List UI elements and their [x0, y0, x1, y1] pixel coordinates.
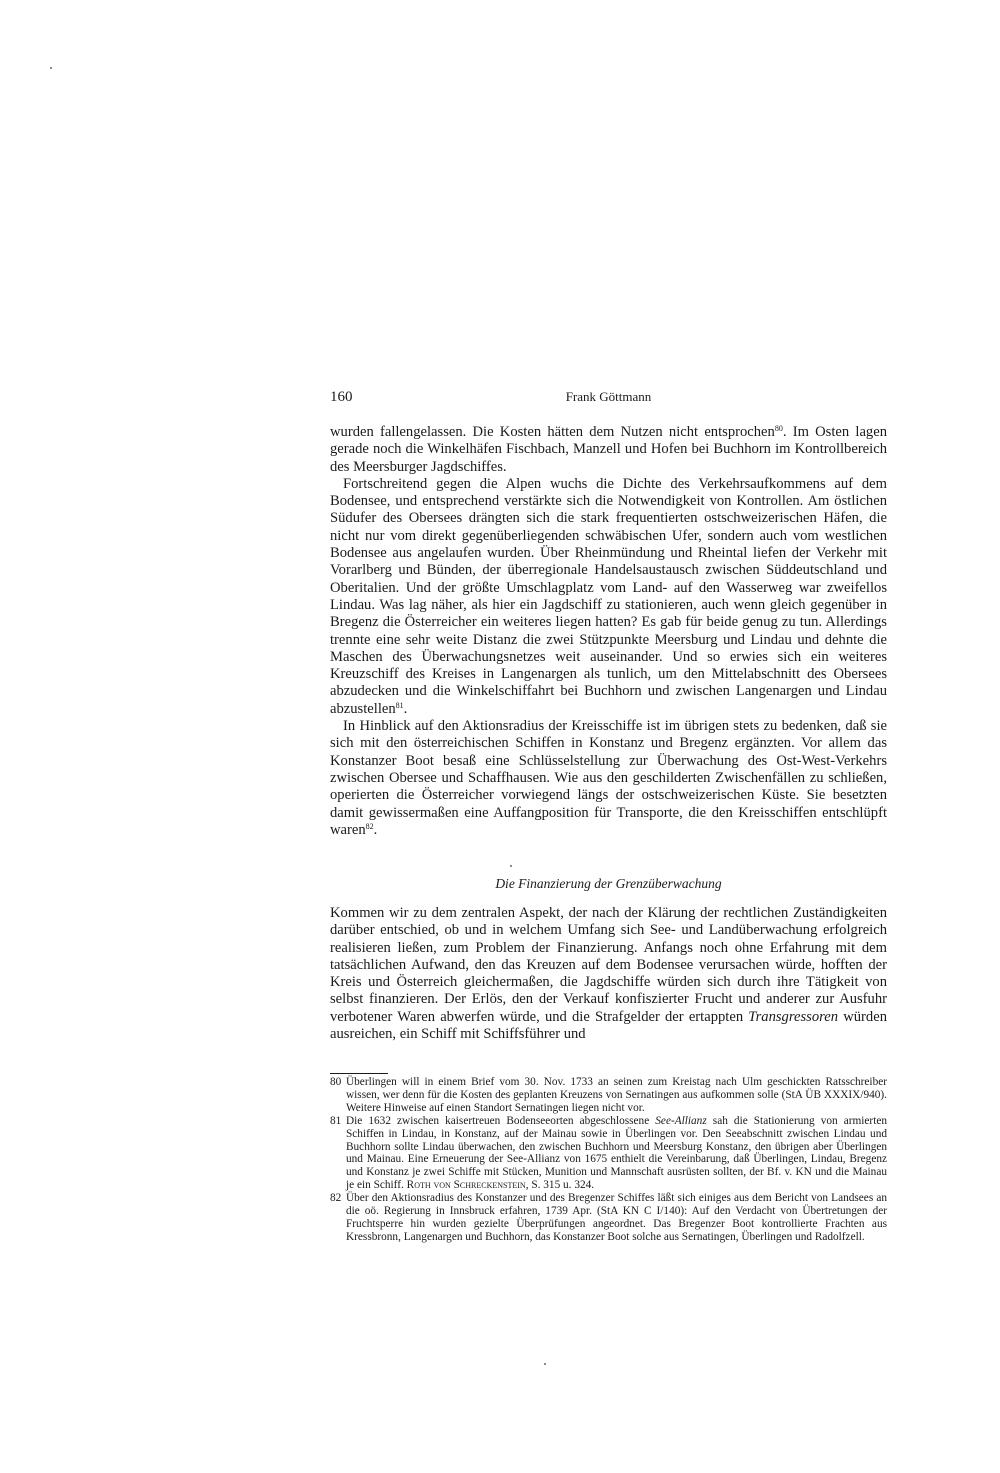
footnote-number: 81 — [330, 1114, 342, 1127]
scan-speck — [510, 865, 512, 867]
italic-term: Transgressoren — [748, 1008, 839, 1025]
scan-speck — [50, 67, 52, 69]
paragraph-tail: . — [403, 700, 408, 717]
footnote-number: 82 — [330, 1192, 342, 1205]
footnote-number: 80 — [330, 1076, 342, 1088]
section-paragraph — [330, 905, 887, 1043]
footnote-text: Über den Aktionsradius des Konstanzer und des Bregenzer Schiffes läßt sich einiges aus dem Bericht von Landsees an die oö. Regierung in Innsbruck erfahren, 1739 Apr. (StA KN C I/140): Auf den Verdacht von Übertretungen der Fruchtsperre hin wurden gezielte Überprüfungen angeordnet. Das Bregenzer Boot kontrollierte Frachten aus Kressbronn, Langenargen und Buchhorn, das Konstanzer Boot solche aus Sernatingen, Überlingen und Radolfzell. — [346, 1192, 887, 1243]
body-text — [330, 424, 887, 839]
footnote-81 — [330, 1115, 887, 1192]
paragraph-text: Fortschreitend gegen die Alpen wuchs die Dichte des Verkehrsaufkommens auf dem Bodensee, und entsprechend verstärkte sich die Notwendigkeit von Kontrollen. Am östlichen Südufer des Obersees drängten sich die stark frequentierten ostschweizerischen Häfen, die nicht nur vom direkt gegenüberliegenden schwäbischen Ufer, sondern auch vom westlichen Bodensee aus angelaufen wurden. Über Rheinmündung und Rheintal liefen der Verkehr mit Vorarlberg und Bünden, der überregionale Handelsaustausch zwischen Süddeutschland und Oberitalien. Und der größte Umschlagplatz vom Land- auf den Wasserweg war zweifellos Lindau. Was lag näher, als hier ein Jagdschiff zu stationieren, auch wenn gleich gegenüber in Bregenz die Österreicher ein weiteres liegen hatten? Es gab für beide genug zu tun. Allerdings trennte eine sehr weite Distanz die zwei Stützpunkte Meersburg und Lindau und dehnte die Maschen des Überwachungsnetzes weit auseinander. Und so erwies sich ein weiteres Kreuzschiff des Kreises in Langenargen als tunlich, um den Mittelabschnitt des Obersees abzudecken und die Winkelschiffahrt bei Buchhorn und zwischen Langenargen und Lindau abzustellen — [330, 475, 887, 717]
footnote-ref: 81 — [395, 700, 404, 710]
section-heading: Die Finanzierung der Grenzüberwachung — [495, 876, 722, 891]
paragraph-text: wurden fallengelassen. Die Kosten hätten dem Nutzen nicht entsprochen — [330, 424, 775, 440]
paragraph-text: Kommen wir zu dem zentralen Aspekt, der nach der Klärung der rechtlichen Zuständigkeiten darüber entschied, ob und in welchem Umfang sich See- und Landüberwachung erfolgreich realisieren ließen, zum Problem der Finanzierung. Anfangs noch ohne Erfahrung mit dem tatsächlichen Aufwand, den das Kreuzen auf dem Bodensee verursachen würde, hofften der Kreis und Österreich gleichermaßen, die Jagdschiffe würden sich durch ihre Tätigkeit von selbst finanzieren. Der Erlös, den der Verkauf konfiszierter Frucht und anderer zur Ausfuhr verbotener Waren abwerfen würde, und die Strafgelder der ertappten — [330, 905, 887, 1025]
page-number: 160 — [330, 389, 353, 405]
footnote-80 — [330, 1076, 887, 1115]
footnote-ref: 82 — [365, 821, 374, 831]
scan-speck — [544, 1363, 546, 1365]
paragraph-tail: würden ausreichen, ein Schiff mit Schiffsführer und — [330, 1008, 887, 1043]
footnote-text: Überlingen will in einem Brief vom 30. Nov. 1733 an seinen zum Kreistag nach Ulm geschickten Ratsschreiber wissen, wer denn für die Kosten des geplanten Kreuzens von Sernatingen aus aufkommen solle (StA ÜB XXXIX/940). Weitere Hinweise auf einen Standort Sernatingen liegen nicht vor. — [346, 1076, 887, 1114]
footnote-82 — [330, 1192, 887, 1244]
page-header — [330, 389, 887, 409]
paragraph-text: In Hinblick auf den Aktionsradius der Kreisschiffe ist im übrigen stets zu bedenken, daß sie sich mit den österreichischen Schiffen in Konstanz und Bregenz ergänzten. Vor allem das Konstanzer Boot besaß eine Schlüsselstellung zur Überwachung des Ost-West-Verkehrs zwischen Obersee und Schaffhausen. Wie aus den geschilderten Zwischenfällen zu schließen, operierten die Österreicher vorwiegend längs der ostschweizerischen Küste. Sie besetzten damit gewissermaßen eine Auffangposition für Transporte, die den Kreisschiffen entschlüpft waren — [330, 718, 887, 838]
footnote-text: , S. 315 u. 324. — [525, 1179, 595, 1192]
paragraph-tail: . Im Osten lagen gerade noch die Winkelhäfen Fischbach, Manzell und Hofen bei Buchhorn im Kontrollbereich des Meersburger Jagdschiffes. — [330, 424, 887, 475]
paragraph — [330, 424, 887, 476]
footnote-divider — [330, 1073, 388, 1074]
paragraph — [330, 476, 887, 718]
footnote-ref: 80 — [774, 424, 783, 433]
italic-term: See-Allianz — [655, 1114, 707, 1127]
paragraph — [330, 718, 887, 839]
footnote-text: sah die Stationierung von armierten Schiffen in Lindau, in Konstanz, auf der Mainau sowie in Überlingen vor. Den Seeabschnitt zwischen Lindau und Buchhorn sollte Lindau überwachen, den zwischen Buchhorn und Meersburg Konstanz, den übrigen aber Überlingen und Mainau. Eine Erneuerung der See-Allianz von 1675 enthielt die Vereinbarung, daß Überlingen, Lindau, Bregenz und Konstanz je zwei Schiffe mit Stücken, Munition und Mannschaft ausrüsten sollten, der Bf. v. KN und die Mainau je ein Schiff. — [346, 1114, 887, 1192]
author-name: Roth von Schreckenstein — [406, 1179, 526, 1192]
paragraph-tail: . — [373, 821, 378, 838]
footnotes — [330, 1076, 887, 1244]
footnote-text: Die 1632 zwischen kaisertreuen Bodenseeorten abgeschlossene — [346, 1114, 656, 1127]
running-head: Frank Göttmann — [565, 389, 652, 404]
